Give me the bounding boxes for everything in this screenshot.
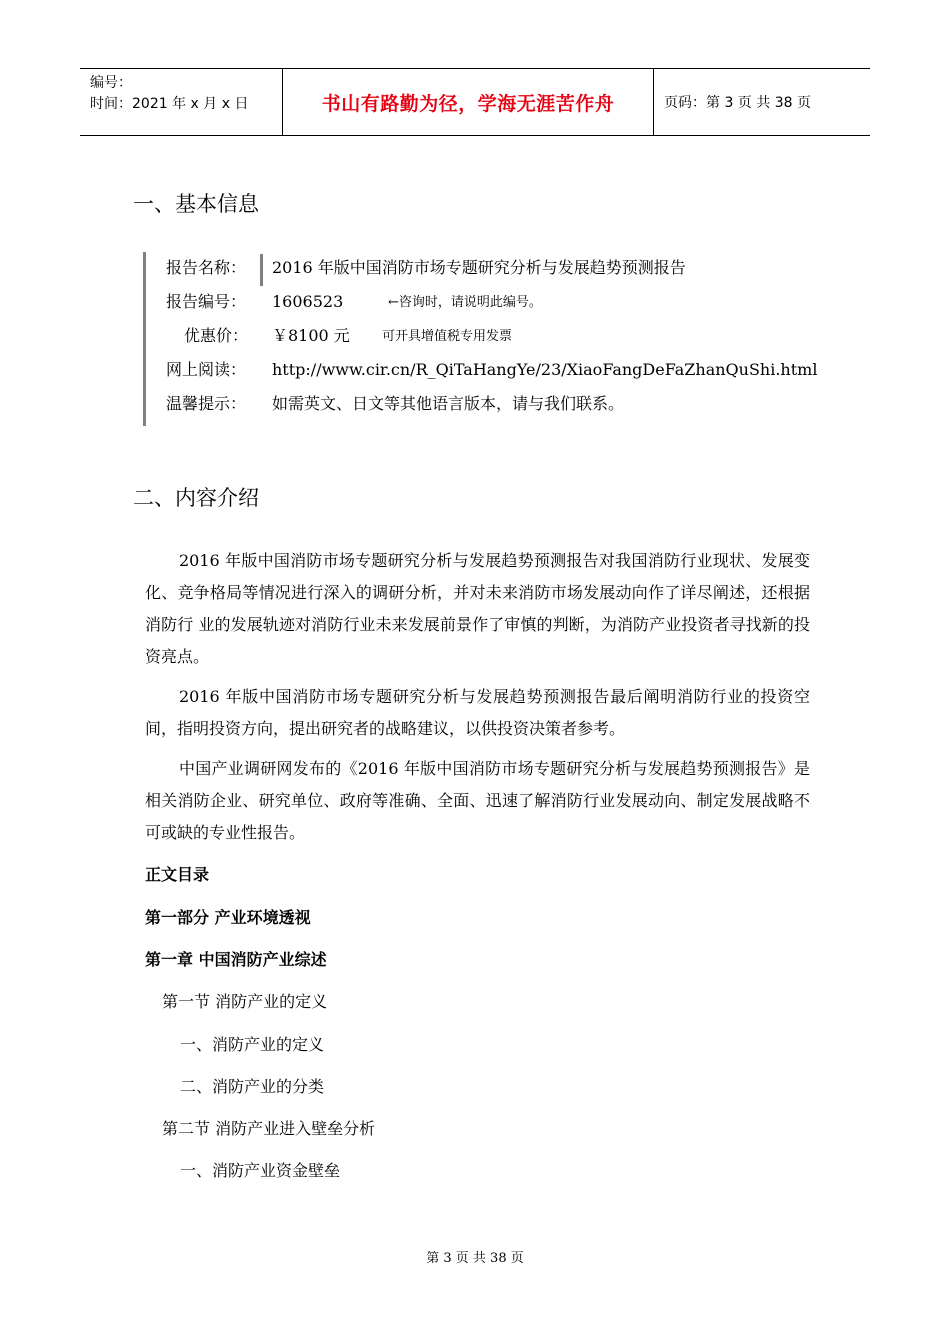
header-motto-cell — [282, 69, 654, 135]
document-time: 时间：2021 年 x 月 x 日 — [90, 96, 249, 112]
info-label: 报告编号： — [166, 292, 247, 311]
info-value: 如需英文、日文等其他语言版本，请与我们联系。 — [272, 394, 625, 413]
info-label: 温馨提示： — [166, 394, 247, 413]
header-motto: 书山有路勤为径，学海无涯苦作舟 — [321, 92, 615, 115]
page-header — [80, 68, 870, 136]
info-value: 2016 年版中国消防市场专题研究分析与发展趋势预测报告 — [272, 258, 686, 277]
toc-part: 第一部分 产业环境透视 — [145, 908, 311, 927]
info-link[interactable]: http://www.cir.cn/R_QiTaHangYe/23/XiaoFangDeFaZhanQuShi.html — [272, 360, 818, 379]
page-footer: 第 3 页 共 38 页 — [426, 1251, 524, 1266]
basic-info-block — [143, 252, 846, 426]
info-label: 优惠价： — [184, 326, 249, 345]
info-label: 网上阅读： — [166, 360, 247, 379]
info-note: 可开具增值税专用发票 — [382, 329, 513, 344]
toc-subsection: 二、消防产业的分类 — [180, 1077, 325, 1096]
info-label: 报告名称： — [166, 258, 247, 277]
info-value: 1606523 — [272, 292, 344, 311]
document-number-label: 编号： — [90, 75, 132, 91]
info-value: ￥8100 元 — [272, 326, 350, 345]
info-divider — [260, 254, 263, 286]
toc-subsection: 一、消防产业的定义 — [180, 1035, 325, 1054]
toc-section: 第二节 消防产业进入壁垒分析 — [162, 1119, 376, 1138]
section-title-content-intro: 二、内容介绍 — [133, 486, 259, 510]
intro-paragraph: 2016 年版中国消防市场专题研究分析与发展趋势预测报告最后阐明消防行业的投资空间，指明投资方向，提出研究者的战略建议，以供投资决策者参考。 — [145, 687, 810, 738]
header-meta — [80, 69, 282, 135]
toc-section: 第一节 消防产业的定义 — [162, 992, 328, 1011]
intro-paragraph: 中国产业调研网发布的《2016 年版中国消防市场专题研究分析与发展趋势预测报告》是相关消防企业、研究单位、政府等准确、全面、迅速了解消防行业发展动向、制定发展战略不可或缺的专业性报告。 — [145, 759, 810, 842]
toc-heading: 正文目录 — [145, 865, 210, 884]
header-page-cell — [654, 69, 870, 135]
toc-chapter: 第一章 中国消防产业综述 — [145, 950, 327, 969]
section-title-basic-info: 一、基本信息 — [133, 192, 259, 216]
header-page-number: 页码：第 3 页 共 38 页 — [664, 95, 811, 111]
intro-paragraph: 2016 年版中国消防市场专题研究分析与发展趋势预测报告对我国消防行业现状、发展变化、竞争格局等情况进行深入的调研分析，并对未来消防市场发展动向作了详尽阐述，还根据消防行 业的发展轨迹对消防行业未来发展前景作了审慎的判断，为消防产业投资者寻找新的投资亮点。 — [145, 551, 810, 666]
info-note: ←咨询时，请说明此编号。 — [388, 295, 542, 310]
toc-subsection: 一、消防产业资金壁垒 — [180, 1161, 341, 1180]
